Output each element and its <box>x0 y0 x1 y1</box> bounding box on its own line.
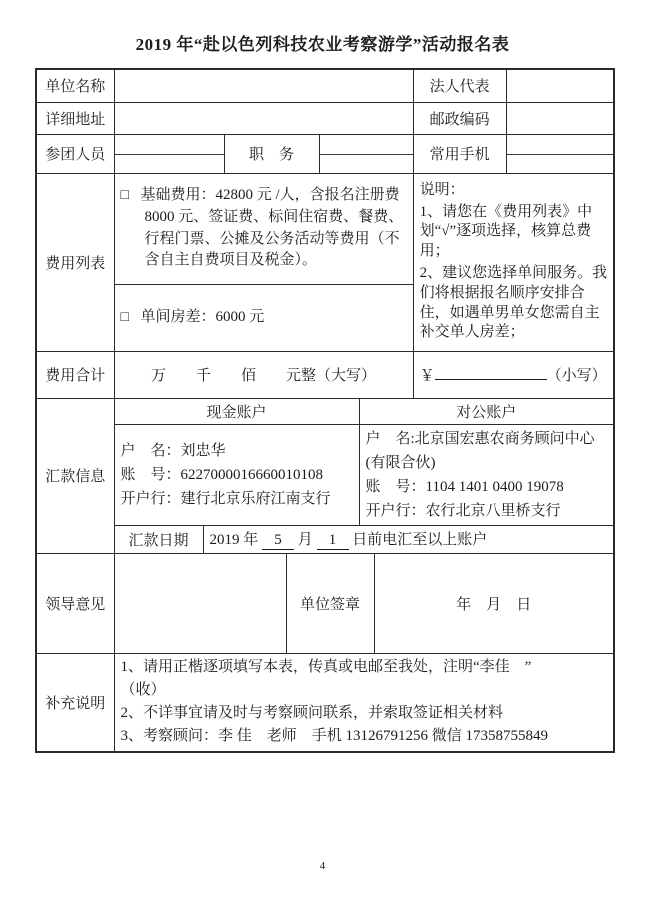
cash-account-details <box>114 424 359 525</box>
date-day-value: 1 <box>317 533 349 550</box>
supplement-line-2: 2、不详事宜请及时与考察顾问联系，并索取签证相关材料 <box>120 705 504 721</box>
single-room-description: 单间房差：6000 元 <box>140 308 265 325</box>
mobile-label: 常用手机 <box>413 134 506 173</box>
row-address <box>36 102 614 134</box>
remittance-date-label: 汇款日期 <box>114 525 203 553</box>
members-fill-cell <box>114 134 224 173</box>
date-month-label: 月 <box>297 532 313 549</box>
row-members <box>36 134 614 173</box>
corporate-account-number: 账 号：1104 1401 0400 19078 <box>365 478 564 495</box>
notes-title: 说明： <box>419 181 465 198</box>
supplement-label: 补充说明 <box>36 653 114 752</box>
page-title: 2019 年“赴以色列科技农业考察游学”活动报名表 <box>135 35 510 54</box>
currency-symbol: ￥ <box>419 368 435 384</box>
postal-value-cell <box>506 102 614 134</box>
corporate-account-details <box>359 424 614 525</box>
supplement-line-1: 1、请用正楷逐项填写本表，传真或电邮至我处，注明“李佳 ” <box>120 658 532 675</box>
remittance-date-cell <box>203 525 614 553</box>
unit-seal-label: 单位签章 <box>286 553 374 653</box>
cash-account-bank: 开户行：建行北京乐府江南支行 <box>120 490 331 507</box>
base-fee-description: 基础费用：42800 元 /人，含报名注册费 8000 元、签证费、标间住宿费、餐费、行程门票、公摊及公务活动等费用（不含自主自费项目及税金）。 <box>140 187 404 269</box>
position-label: 职 务 <box>224 134 319 173</box>
single-room-text <box>121 307 407 329</box>
unit-name-label: 单位名称 <box>36 69 114 102</box>
postal-label: 邮政编码 <box>413 102 506 134</box>
note-2: 2、建议您选择单间服务。我们将根据报名顺序安排合住，如遇单男单女您需自主补交单人房差； <box>419 265 608 341</box>
seal-date-placeholder: 年 月 日 <box>374 553 614 653</box>
row-supplement <box>36 653 614 752</box>
corporate-account-name: 户 名:北京国宏惠农商务顾问中心(有限合伙) <box>365 430 595 471</box>
remittance-label: 汇款信息 <box>36 398 114 553</box>
row-fee-total <box>36 351 614 398</box>
address-label: 详细地址 <box>36 102 114 134</box>
row-leader-opinion <box>36 553 614 653</box>
single-room-cell <box>114 284 413 351</box>
fee-total-capital-cell: 万 千 佰 元整（大写） <box>114 351 413 398</box>
row-unit-name <box>36 69 614 102</box>
checkbox-single-room-icon: □ <box>120 309 129 325</box>
date-month-value: 5 <box>262 533 294 550</box>
registration-form-table <box>35 68 615 753</box>
row-account-headers <box>36 398 614 424</box>
cash-account-name: 户 名：刘忠华 <box>120 442 226 459</box>
legal-rep-label: 法人代表 <box>413 69 506 102</box>
base-fee-cell <box>114 173 413 284</box>
supplement-line-3: 3、考察顾问：李 佳 老师 手机 13126791256 微信 17358755849 <box>120 728 549 745</box>
fee-notes-cell <box>413 173 614 351</box>
address-value-cell <box>114 102 413 134</box>
small-amount-label: （小写） <box>546 368 607 384</box>
fee-total-small-cell <box>413 351 614 398</box>
fill-line <box>507 154 614 155</box>
leader-opinion-label: 领导意见 <box>36 553 114 653</box>
corporate-account-header: 对公账户 <box>359 398 614 424</box>
fee-list-label: 费用列表 <box>36 173 114 351</box>
date-year-text: 2019 年 <box>209 532 259 549</box>
members-label: 参团人员 <box>36 134 114 173</box>
legal-rep-value-cell <box>506 69 614 102</box>
supplement-line-1b: （收） <box>120 681 166 698</box>
supplement-content-cell <box>114 653 614 752</box>
mobile-fill-cell <box>506 134 614 173</box>
amount-blank-line <box>435 364 547 380</box>
cash-account-number: 账 号：6227000016660010108 <box>120 466 324 483</box>
row-fee-base <box>36 173 614 284</box>
position-fill-cell <box>319 134 413 173</box>
note-1: 1、请您在《费用列表》中划“√”逐项选择，核算总费用； <box>419 203 593 260</box>
row-remittance-date <box>36 525 614 553</box>
fill-line <box>115 154 224 155</box>
base-fee-text <box>121 185 407 272</box>
unit-name-value-cell <box>114 69 413 102</box>
leader-opinion-cell <box>114 553 286 653</box>
fee-total-label: 费用合计 <box>36 351 114 398</box>
date-suffix-text: 日前电汇至以上账户 <box>352 532 488 549</box>
corporate-account-bank: 开户行：农行北京八里桥支行 <box>365 502 561 519</box>
fill-line <box>320 154 413 155</box>
page-number: 4 <box>319 860 326 872</box>
row-account-details <box>36 424 614 525</box>
checkbox-base-fee-icon: □ <box>120 188 129 203</box>
cash-account-header: 现金账户 <box>114 398 359 424</box>
